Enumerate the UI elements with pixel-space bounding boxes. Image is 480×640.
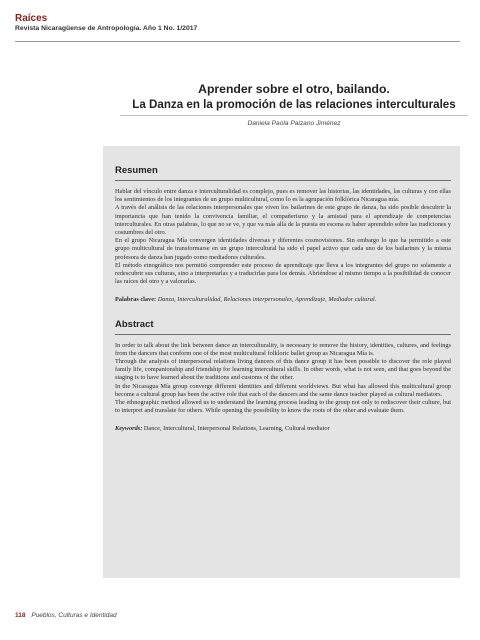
header-divider	[15, 41, 460, 42]
title-divider	[120, 115, 468, 116]
page-number: 118	[15, 612, 26, 619]
resumen-keywords-label: Palabras clave:	[115, 296, 157, 304]
abstract-keywords-list: Dance, Intercultural, Interpersonal Relations, Learning, Cultural mediator	[143, 425, 330, 433]
resumen-divider	[115, 180, 451, 181]
page-footer	[15, 612, 117, 619]
abstract-keywords-label: Keywords:	[115, 425, 143, 433]
resumen-keywords	[115, 296, 451, 304]
resumen-keywords-list: Danza, Interculturalidad, Relaciones interpersonales, Aprendizaje, Mediador cultural.	[157, 296, 377, 304]
abstract-paragraph: In order to talk about the link between dance an interculturality, is necessary to remove the history, identities, cultures, and feelings from the dancers that conform one of the most multicultural folkloric ballet group as Nicaragua Mía is.	[115, 341, 451, 357]
article-title: Aprender sobre el otro, bailando.	[198, 82, 390, 96]
journal-name: Raíces	[15, 13, 48, 24]
article-author: Daniela Paola Paizano Jiménez	[247, 120, 341, 127]
resumen-heading: Resumen	[115, 165, 158, 176]
abstract-box-content	[115, 152, 451, 434]
journal-header	[15, 13, 460, 32]
abstract-paragraph: Through the analysis of interpersonal relations living dancers of this dance group it has been possible to discover the role played family life, companionship and friendship for learning intercultural skills. In other words, what is not seen, and that goes beyond the staging is to have learned about the traditions and customs of the other.	[115, 358, 451, 382]
article-subtitle: La Danza en la promoción de las relaciones interculturales	[132, 98, 456, 111]
abstract-heading: Abstract	[115, 318, 154, 330]
resumen-paragraph: A través del análisis de las relaciones interpersonales que viven los bailarines de este grupo de danza, ha sido posible descubrir la importancia que han tenido la convivencia familiar, el compañerismo y la amistad para el aprendizaje de competencias interculturales. En otras palabras, lo que no se ve, y que va más allá de la puesta en escena es haber aprendido sobre las tradiciones y costumbres del otro.	[115, 204, 451, 237]
resumen-paragraph: Hablar del vínculo entre danza e interculturalidad es complejo, pues es remover las historias, las identidades, las culturas y con ellas los sentimientos de los integrantes de un grupo multicultural, como lo es la agrupación folklórica Nicaragua mía.	[115, 188, 451, 204]
abstract-paragraph: In the Nicaragua Mía group converge different identities and different worldviews. But what has allowed this multicultural group become a cultural group has been the active role that each of the dancers and the same dance teacher played as cultural mediators.	[115, 382, 451, 398]
footer-title: Pueblos, Culturas e Identidad	[31, 612, 117, 619]
abstract-paragraph: The ethnographic method allowed us to understand the learning process leading to the group not only to rediscover their culture, but to interpret and translate for others. While opening the possibility to know the roots of the other and evaluate them.	[115, 399, 451, 415]
abstract-keywords	[115, 425, 451, 433]
resumen-paragraph: En el grupo Nicaragua Mía convergen identidades diversas y diferentes cosmovisiones. Sin embargo lo que ha permitido a este grupo multicultural de transformarse en un grupo intercultural ha sido el papel activo que cada uno de los bailarines y la misma profesora de danza han jugado como mediadores culturales.	[115, 237, 451, 261]
journal-subtitle: Revista Nicaragüense de Antropología. Año 1 No. 1/2017	[15, 25, 198, 32]
resumen-paragraph: El método etnográfico nos permitió comprender este proceso de aprendizaje que lleva a los integrantes del grupo no solamente a redescubrir sus culturas, sino a interpretarlas y a traducirlas para los demás. Abriéndose al mismo tiempo a la posibilidad de conocer las raíces del otro y a valorarlas.	[115, 261, 451, 286]
abstract-divider	[115, 334, 451, 335]
